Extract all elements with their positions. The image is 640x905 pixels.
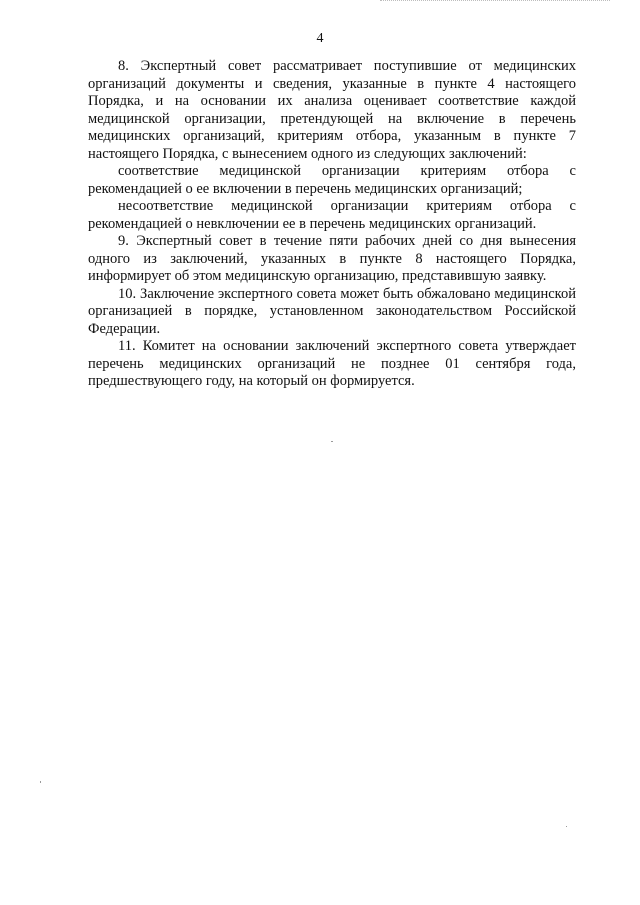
scan-edge-mark bbox=[380, 0, 610, 3]
scan-speck bbox=[566, 826, 567, 827]
scan-speck bbox=[40, 781, 41, 783]
paragraph-11: 11. Комитет на основании заключений экспертного совета утверждает перечень медицинских организаций не позднее 01 сентября года, предшествующего году, на который он формируется. bbox=[88, 338, 576, 389]
scan-speck bbox=[331, 441, 333, 442]
document-body bbox=[88, 58, 576, 391]
paragraph-9: 9. Экспертный совет в течение пяти рабочих дней со дня вынесения одного из заключений, указанных в пункте 8 настоящего Порядка, информирует об этом медицинскую организацию, представившую заявку. bbox=[88, 233, 576, 284]
paragraph-8-conclusion-noncompliance: несоответствие медицинской организации критериям отбора с рекомендацией о невключении ее в перечень медицинских организаций. bbox=[88, 198, 576, 232]
paragraph-8-conclusion-compliance: соответствие медицинской организации критериям отбора с рекомендацией о ее включении в перечень медицинских организаций; bbox=[88, 163, 576, 197]
paragraph-10: 10. Заключение экспертного совета может быть обжаловано медицинской организацией в порядке, установленном законодательством Российской Федерации. bbox=[88, 285, 576, 337]
paragraph-8: 8. Экспертный совет рассматривает поступившие от медицинских организаций документы и сведения, указанные в пункте 4 настоящего Порядка, и на основании их анализа оценивает соответствие каждой медицинской организации, претендующей на включение в перечень медицинских организаций, критериям отбора, указанным в пункте 7 настоящего Порядка, с вынесением одного из следующих заключений: bbox=[88, 58, 576, 162]
page-number: 4 bbox=[316, 31, 324, 46]
